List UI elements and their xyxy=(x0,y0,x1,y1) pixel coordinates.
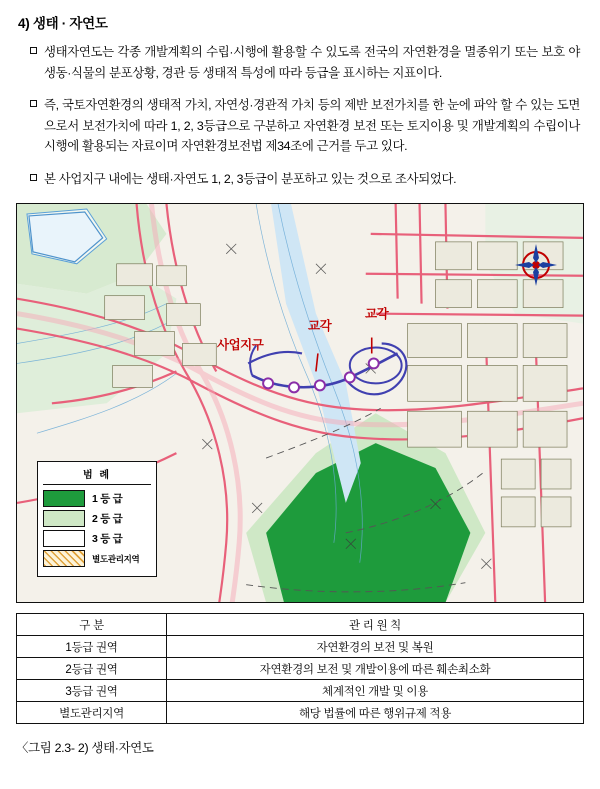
legend-label: 2 등 급 xyxy=(92,513,123,525)
table-header-cell: 관 리 원 칙 xyxy=(167,614,584,636)
table-cell-grade: 별도관리지역 xyxy=(17,702,167,724)
table-row xyxy=(17,680,584,702)
square-bullet-icon xyxy=(30,95,44,115)
legend-label: 별도관리지역 xyxy=(92,553,140,564)
figure-caption: 〈그림 2.3- 2) 생태·자연도 xyxy=(16,741,154,755)
compass-rose-icon xyxy=(515,244,557,286)
table-header-cell: 구 분 xyxy=(17,614,167,636)
legend-swatch-grade1 xyxy=(43,490,85,507)
bullet-item xyxy=(30,169,584,190)
bullet-item xyxy=(30,42,584,83)
table-cell-principle: 자연환경의 보전 및 복원 xyxy=(167,636,584,658)
map-label-project-area: 사업지구 xyxy=(217,338,264,352)
management-principles-table xyxy=(16,613,584,724)
map-legend xyxy=(37,461,157,577)
figure xyxy=(16,203,584,756)
table-header-row xyxy=(17,614,584,636)
legend-item xyxy=(43,490,151,507)
bullet-text: 생태자연도는 각종 개발계획의 수립·시행에 활용할 수 있도록 전국의 자연환경을 멸종위기 또는 보호 야생동·식물의 분포상황, 경관 등 생태적 특성에 따라 등급을 표시하는 지표이다. xyxy=(44,45,580,80)
legend-label: 1 등 급 xyxy=(92,493,123,505)
table-row xyxy=(17,702,584,724)
map-label-pier-1: 교각 xyxy=(308,319,332,333)
table-cell-principle: 자연환경의 보전 및 개발이용에 따른 훼손최소화 xyxy=(167,658,584,680)
table-cell-principle: 체계적인 개발 및 이용 xyxy=(167,680,584,702)
table-cell-grade: 3등급 권역 xyxy=(17,680,167,702)
ecology-nature-map xyxy=(16,203,584,603)
legend-swatch-grade2 xyxy=(43,510,85,527)
table-cell-grade: 2등급 권역 xyxy=(17,658,167,680)
legend-item xyxy=(43,510,151,527)
legend-item xyxy=(43,550,151,567)
map-label-pier-2: 교각 xyxy=(365,307,389,321)
table-row xyxy=(17,658,584,680)
square-bullet-icon xyxy=(30,42,44,62)
square-bullet-icon xyxy=(30,169,44,189)
legend-item xyxy=(43,530,151,547)
bullet-text: 즉, 국토자연환경의 생태적 가치, 자연성·경관적 가치 등의 제반 보전가치를 한 눈에 파악 할 수 있는 도면으로서 보전가치에 따라 1, 2, 3등급으로 구분하고 자연환경 보전 또는 토지이용 및 개발계획의 수립이나 시행에 활용되는 자료이며 자연환경보전법 제34조에 근거를 두고 있다. xyxy=(44,98,580,153)
bullet-text: 본 사업지구 내에는 생태·자연도 1, 2, 3등급이 분포하고 있는 것으로 조사되었다. xyxy=(44,171,457,186)
bullet-item xyxy=(30,95,584,157)
legend-label: 3 등 급 xyxy=(92,533,123,545)
legend-swatch-separate-area xyxy=(43,550,85,567)
legend-swatch-grade3 xyxy=(43,530,85,547)
table-row xyxy=(17,636,584,658)
section-heading: 4) 생태 · 자연도 xyxy=(18,16,108,31)
table-cell-principle: 해당 법률에 따른 행위규제 적용 xyxy=(167,702,584,724)
table-cell-grade: 1등급 권역 xyxy=(17,636,167,658)
legend-title: 범 례 xyxy=(43,466,151,485)
